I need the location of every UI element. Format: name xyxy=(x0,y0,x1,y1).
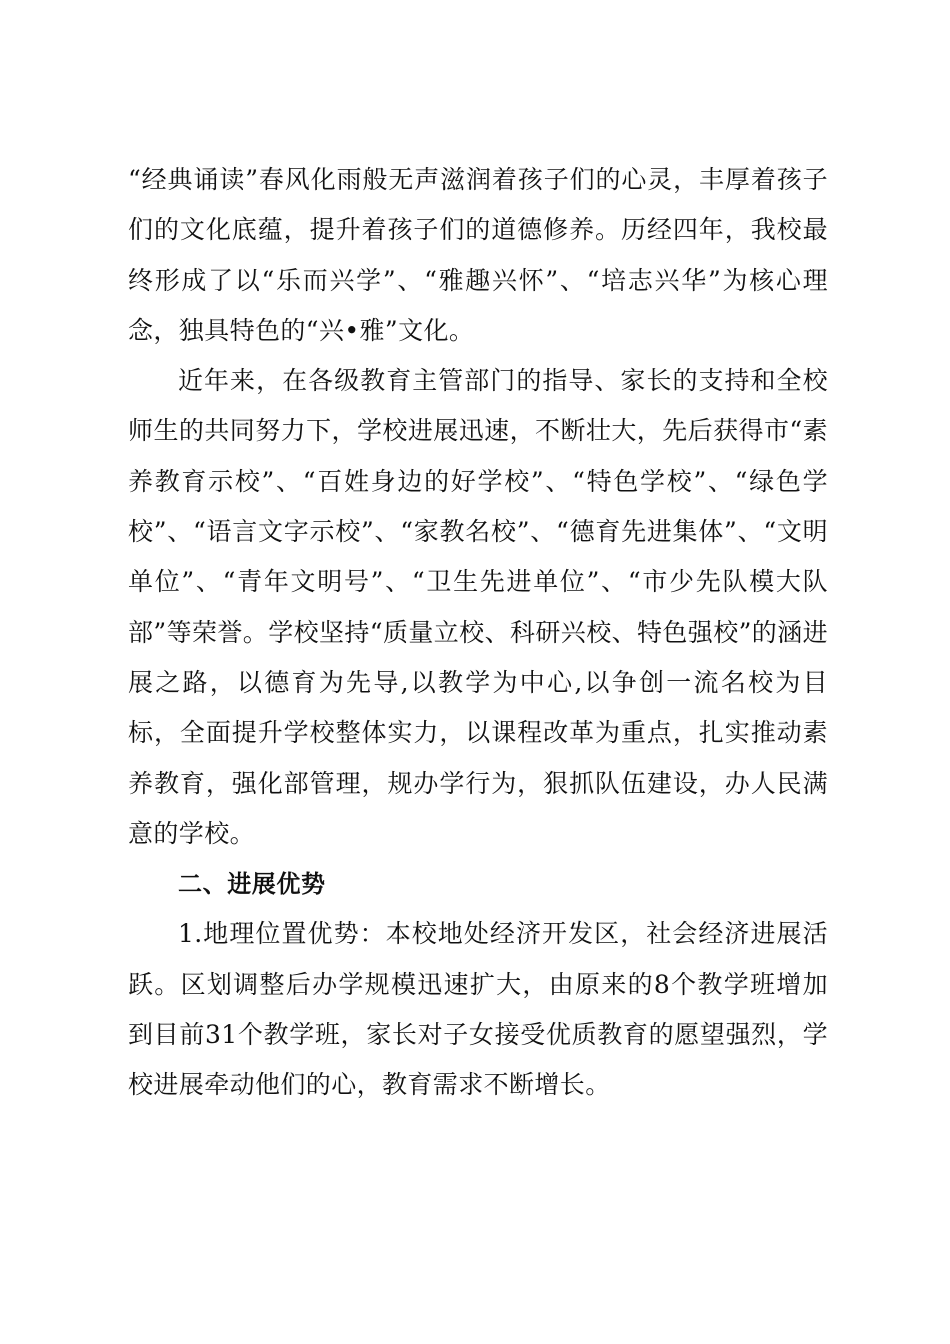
paragraph-location-advantage: 1.地理位置优势：本校地处经济开发区，社会经济进展活跃。区划调整后办学规模迅速扩大，由原来的8个教学班增加到目前31个教学班，家长对子女接受优质教育的愿望强烈，学校进展牵动他们的心，教育需求不断增长。 xyxy=(128,919,828,1100)
section-heading-advantages: 二、进展优势 xyxy=(178,870,326,899)
paragraph-classics-reading: “经典诵读”春风化雨般无声滋润着孩子们的心灵，丰厚着孩子们的文化底蕴，提升着孩子们的道德修养。历经四年，我校最终形成了以“乐而兴学”、“雅趣兴怀”、“培志兴华”为核心理念，独具特色的“兴•雅”文化。 xyxy=(128,165,828,345)
paragraph-school-honors: 近年来，在各级教育主管部门的指导、家长的支持和全校师生的共同努力下，学校进展迅速，不断壮大，先后获得市“素养教育示校”、“百姓身边的好学校”、“特色学校”、“绿色学校”、“语言文字示校”、“家教名校”、“德育先进集体”、“文明单位”、“青年文明号”、“卫生先进单位”、“市少先队模大队部”等荣誉。学校坚持“质量立校、科研兴校、特色强校”的涵进展之路，以德育为先导,以教学为中心,以争创一流名校为目标，全面提升学校整体实力，以课程改革为重点，扎实推动素养教育，强化部管理，规办学行为，狠抓队伍建设，办人民满意的学校。 xyxy=(128,366,828,848)
document-body xyxy=(128,155,828,1111)
